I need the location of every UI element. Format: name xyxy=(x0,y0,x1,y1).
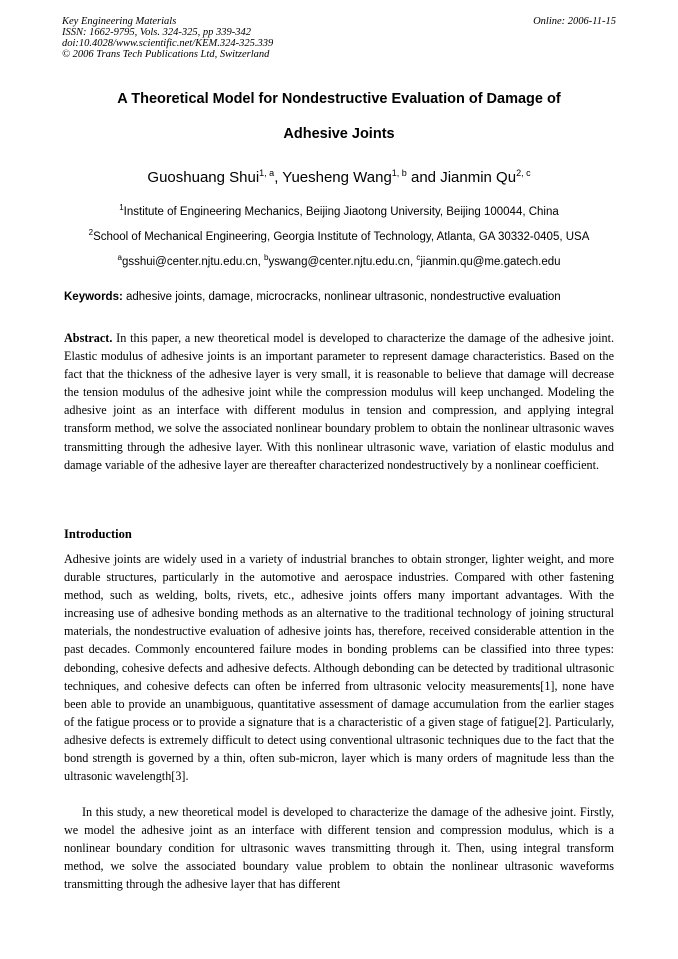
journal-header xyxy=(62,16,273,60)
affiliation-text: Institute of Engineering Mechanics, Beijing Jiaotong University, Beijing 100044, China xyxy=(123,205,559,218)
email-link[interactable]: gsshui@center.njtu.edu.cn, xyxy=(121,255,265,268)
abstract-label: Abstract. xyxy=(64,331,113,345)
journal-doi: doi:10.4028/www.scientific.net/KEM.324-325.339 xyxy=(62,38,274,49)
author-sep: and xyxy=(406,169,441,186)
email-link[interactable]: yswang@center.njtu.edu.cn, xyxy=(268,255,417,268)
section-heading-introduction: Introduction xyxy=(64,527,132,541)
keywords xyxy=(64,291,561,303)
affiliation-sup: 1 xyxy=(119,203,124,212)
online-date: Online: 2006-11-15 xyxy=(533,16,616,27)
author-sup: 1, b xyxy=(391,168,407,178)
affiliation-sup: 2 xyxy=(88,228,94,237)
keywords-label: Keywords: xyxy=(64,291,123,303)
affiliation-text: School of Mechanical Engineering, Georgia Institute of Technology, Atlanta, GA 30332-0405, USA xyxy=(93,230,590,243)
email-sup: b xyxy=(264,253,269,262)
author-list xyxy=(0,168,678,186)
introduction-paragraph-1: Adhesive joints are widely used in a variety of industrial branches to obtain stronger, lighter weight, and more durable structures, particularly in the automotive and aerospace industries. Compared with other fastening method, such as welding, bolts, rivets, etc., adhesive joints offers many important advantages. With the increasing use of adhesive bonding methods as an alternative to the traditional technology of joining structural materials, the nondestructive evaluation of adhesive joints has, therefore, received considerable attention in the past decades. Commonly encountered failure modes in bonding problems can be classified into three types: debonding, cohesive defects and adhesive defects. Although debonding can be detected by traditional ultrasonic techniques, and cohesive defects can often be inferred from ultrasonic velocity measurements[1], none have been able to provide an unambiguous, quantitative assessment of damage accumulation from the earlier stages of the fatigue process or to provide a signature that is a characteristic of a given stage of fatigue[2]. Particularly, adhesive defects is extremely difficult to detect using conventional ultrasonic techniques due to the fact that the bond strength is governed by a thin, often sub-micron, layer which is many orders of magnitude less than the ultrasonic wavelength[3]. xyxy=(64,552,614,784)
email-sup: a xyxy=(117,253,122,262)
author-sup: 2, c xyxy=(516,168,531,178)
author-name: Yuesheng Wang xyxy=(282,169,392,186)
email-sup: c xyxy=(416,253,421,262)
email-link[interactable]: jianmin.qu@me.gatech.edu xyxy=(420,255,561,268)
abstract xyxy=(64,329,614,474)
journal-copyright: © 2006 Trans Tech Publications Ltd, Switzerland xyxy=(62,49,270,60)
keywords-text: adhesive joints, damage, microcracks, nonlinear ultrasonic, nondestructive evaluation xyxy=(122,291,561,303)
paper-title-line-2: Adhesive Joints xyxy=(283,126,395,142)
affiliation-2 xyxy=(0,228,678,243)
journal-issn: ISSN: 1662-9795, Vols. 324-325, pp 339-342 xyxy=(62,27,251,38)
affiliation-1 xyxy=(0,203,678,218)
journal-name: Key Engineering Materials xyxy=(62,16,177,27)
author-name: Jianmin Qu xyxy=(440,169,517,186)
author-sup: 1, a xyxy=(259,168,275,178)
author-sep: , xyxy=(274,169,283,186)
email-list xyxy=(0,253,678,268)
author-name: Guoshuang Shui xyxy=(147,169,260,186)
abstract-text: In this paper, a new theoretical model is developed to characterize the damage of the adhesive joint. Elastic modulus of adhesive joints is an important parameter to represent damage characteristics. Based on the fact that the thickness of the adhesive layer is very small, it is reasonable to believe that damage will decrease the tension modulus of the adhesive joint while the compression modulus will keep unchanged. Modeling the adhesive joint as an interface with different modulus in tension and compression, and applying integral transform method, we solve the associated nonlinear boundary problem to obtain the nonlinear ultrasonic waves transmitting through the adhesive layer. With this nonlinear ultrasonic wave, variation of elastic modulus and damage variable of the adhesive layer are thereafter characterized nondestructively by a nonlinear coefficient. xyxy=(64,331,614,472)
paper-title-line-1: A Theoretical Model for Nondestructive Evaluation of Damage of xyxy=(117,91,561,107)
introduction-paragraph-2: In this study, a new theoretical model is developed to characterize the damage of the adhesive joint. Firstly, we model the adhesive joint as an interface with different tension and compression modulus, which is a nonlinear boundary condition for ultrasonic waves transmitting through it. Then, using integral transform method, we solve the associated boundary value problem to obtain the nonlinear ultrasonic waveforms transmitting through the adhesive layer that has different xyxy=(64,805,614,892)
